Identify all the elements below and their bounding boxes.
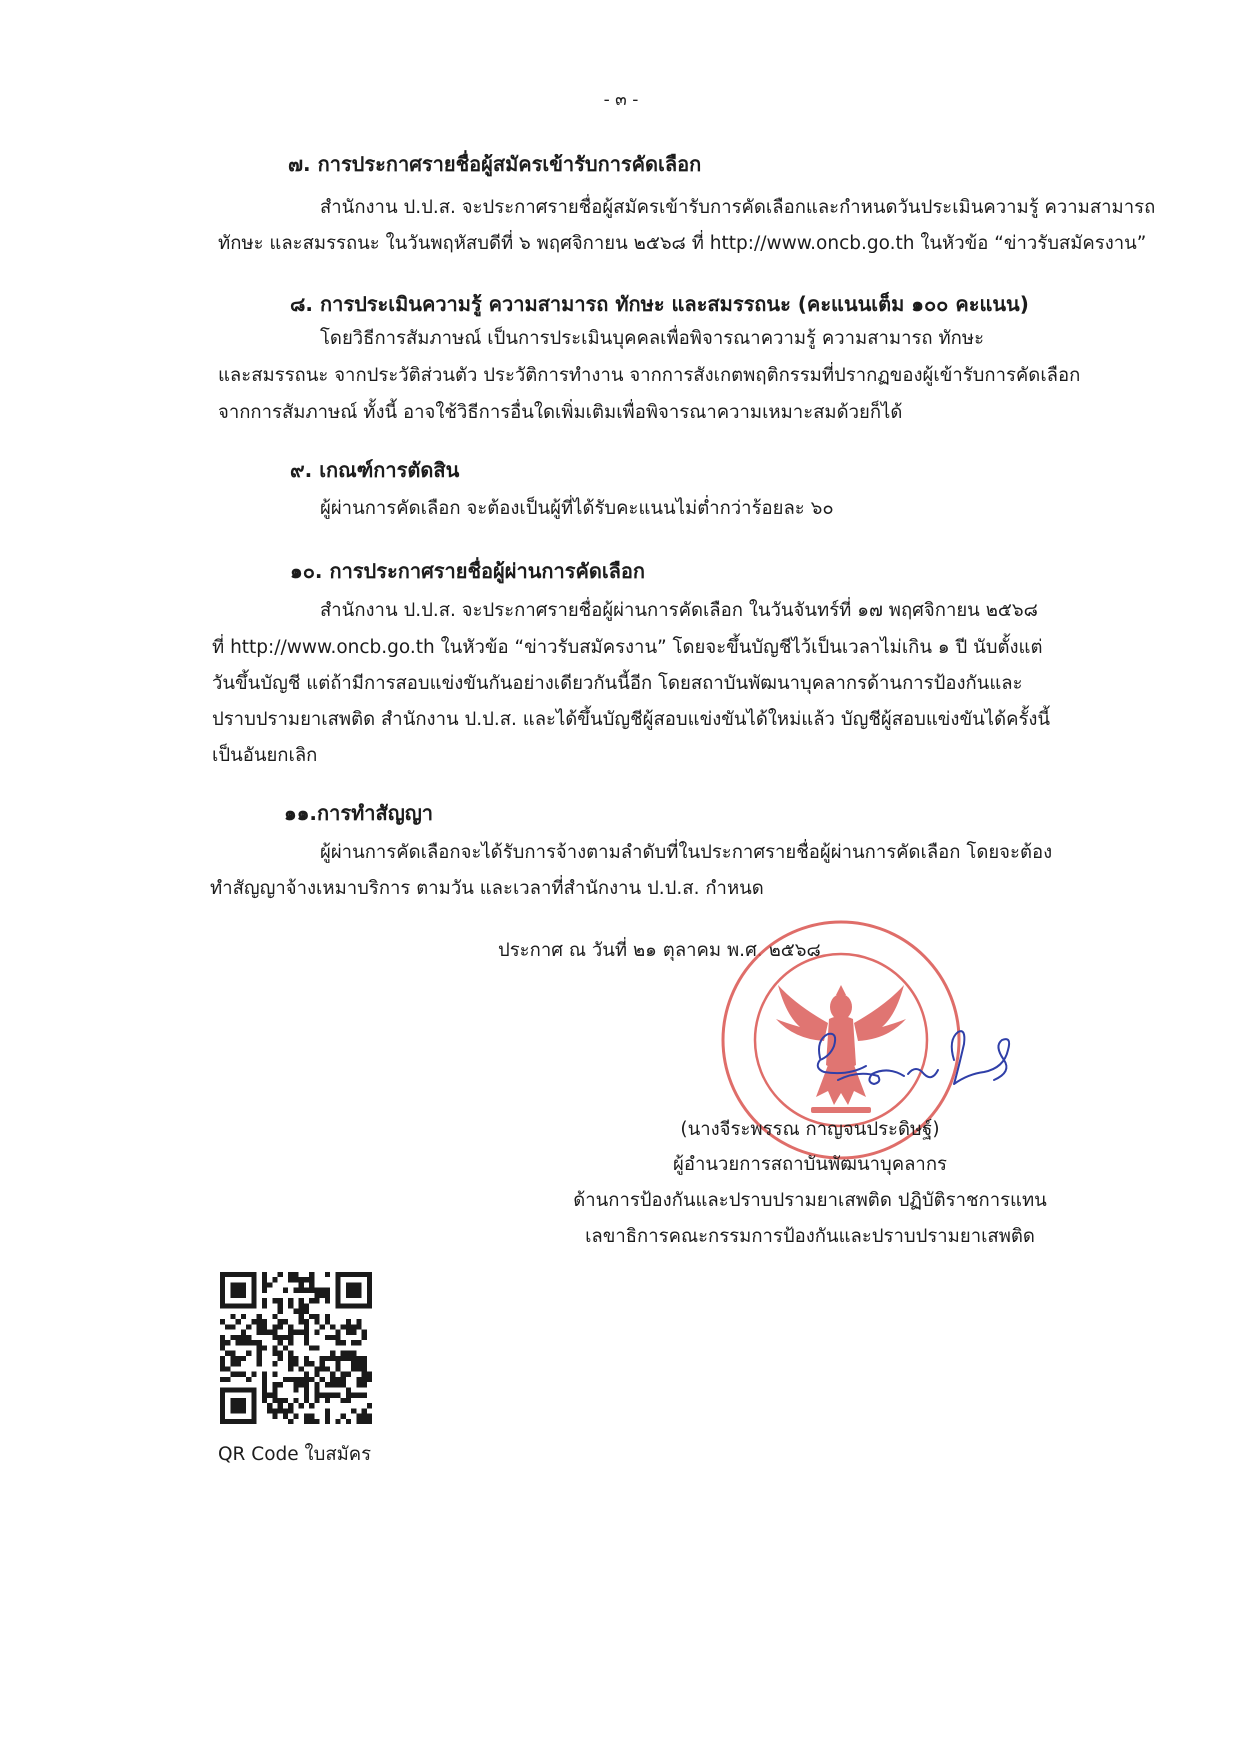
section-11-heading: ๑๑.การทำสัญญา bbox=[284, 801, 434, 825]
page-number: - ๓ - bbox=[603, 90, 639, 110]
section-10-line-2: ที่ http://www.oncb.go.th ในหัวข้อ “ข่าวรับสมัครงาน” โดยจะขึ้นบัญชีไว้เป็นเวลาไม่เกิน ๑ ปี นับตั้งแต่ bbox=[212, 637, 1043, 658]
section-7-heading: ๗. การประกาศรายชื่อผู้สมัครเข้ารับการคัดเลือก bbox=[288, 152, 702, 176]
signatory-title-line-3: เลขาธิการคณะกรรมการป้องกันและปราบปรามยาเสพติด bbox=[585, 1226, 1035, 1247]
section-8-heading: ๘. การประเมินความรู้ ความสามารถ ทักษะ และสมรรถนะ (คะแนนเต็ม ๑๐๐ คะแนน) bbox=[290, 292, 1029, 316]
section-8-line-3: จากการสัมภาษณ์ ทั้งนี้ อาจใช้วิธีการอื่นใดเพิ่มเติมเพื่อพิจารณาความเหมาะสมด้วยก็ได้ bbox=[218, 402, 903, 423]
section-10-line-3: วันขึ้นบัญชี แต่ถ้ามีการสอบแข่งขันกันอย่างเดียวกันนี้อีก โดยสถาบันพัฒนาบุคลากรด้านการป้องกันและ bbox=[212, 673, 1023, 694]
section-9-line-1: ผู้ผ่านการคัดเลือก จะต้องเป็นผู้ที่ได้รับคะแนนไม่ต่ำกว่าร้อยละ ๖๐ bbox=[320, 498, 834, 519]
section-7-line-2: ทักษะ และสมรรถนะ ในวันพฤหัสบดีที่ ๖ พฤศจิกายน ๒๕๖๘ ที่ http://www.oncb.go.th ในหัวข้อ “ข่าวรับสมัครงาน” bbox=[218, 233, 1147, 254]
signatory-name: (นางจีระพรรณ กาญจนประดิษฐ์) bbox=[680, 1119, 940, 1140]
section-11-line-1: ผู้ผ่านการคัดเลือกจะได้รับการจ้างตามลำดับที่ในประกาศรายชื่อผู้ผ่านการคัดเลือก โดยจะต้อง bbox=[320, 842, 1053, 863]
section-8-line-1: โดยวิธีการสัมภาษณ์ เป็นการประเมินบุคคลเพื่อพิจารณาความรู้ ความสามารถ ทักษะ bbox=[320, 328, 985, 349]
application-qr-code[interactable] bbox=[220, 1272, 372, 1424]
section-10-heading: ๑๐. การประกาศรายชื่อผู้ผ่านการคัดเลือก bbox=[290, 559, 646, 583]
signatory-title-line-2: ด้านการป้องกันและปราบปรามยาเสพติด ปฏิบัติราชการแทน bbox=[573, 1190, 1047, 1211]
section-10-line-5: เป็นอันยกเลิก bbox=[212, 745, 318, 766]
section-9-heading: ๙. เกณฑ์การตัดสิน bbox=[290, 458, 460, 482]
section-11-line-2: ทำสัญญาจ้างเหมาบริการ ตามวัน และเวลาที่สำนักงาน ป.ป.ส. กำหนด bbox=[210, 878, 764, 899]
handwritten-signature bbox=[808, 1010, 1028, 1110]
signatory-title-line-1: ผู้อำนวยการสถาบันพัฒนาบุคลากร bbox=[673, 1154, 947, 1175]
announcement-date: ประกาศ ณ วันที่ ๒๑ ตุลาคม พ.ศ. ๒๕๖๘ bbox=[498, 940, 821, 961]
section-10-line-4: ปราบปรามยาเสพติด สำนักงาน ป.ป.ส. และได้ขึ้นบัญชีผู้สอบแข่งขันได้ใหม่แล้ว บัญชีผู้สอบแข่งขันได้ครั้งนี้ bbox=[212, 709, 1051, 730]
section-7-line-1: สำนักงาน ป.ป.ส. จะประกาศรายชื่อผู้สมัครเข้ารับการคัดเลือกและกำหนดวันประเมินความรู้ ความสามารถ bbox=[320, 197, 1156, 218]
qr-code-caption: QR Code ใบสมัคร bbox=[218, 1444, 372, 1465]
section-10-line-1: สำนักงาน ป.ป.ส. จะประกาศรายชื่อผู้ผ่านการคัดเลือก ในวันจันทร์ที่ ๑๗ พฤศจิกายน ๒๕๖๘ bbox=[320, 600, 1038, 621]
section-8-line-2: และสมรรถนะ จากประวัติส่วนตัว ประวัติการทำงาน จากการสังเกตพฤติกรรมที่ปรากฏของผู้เข้ารับการคัดเลือก bbox=[218, 365, 1081, 386]
